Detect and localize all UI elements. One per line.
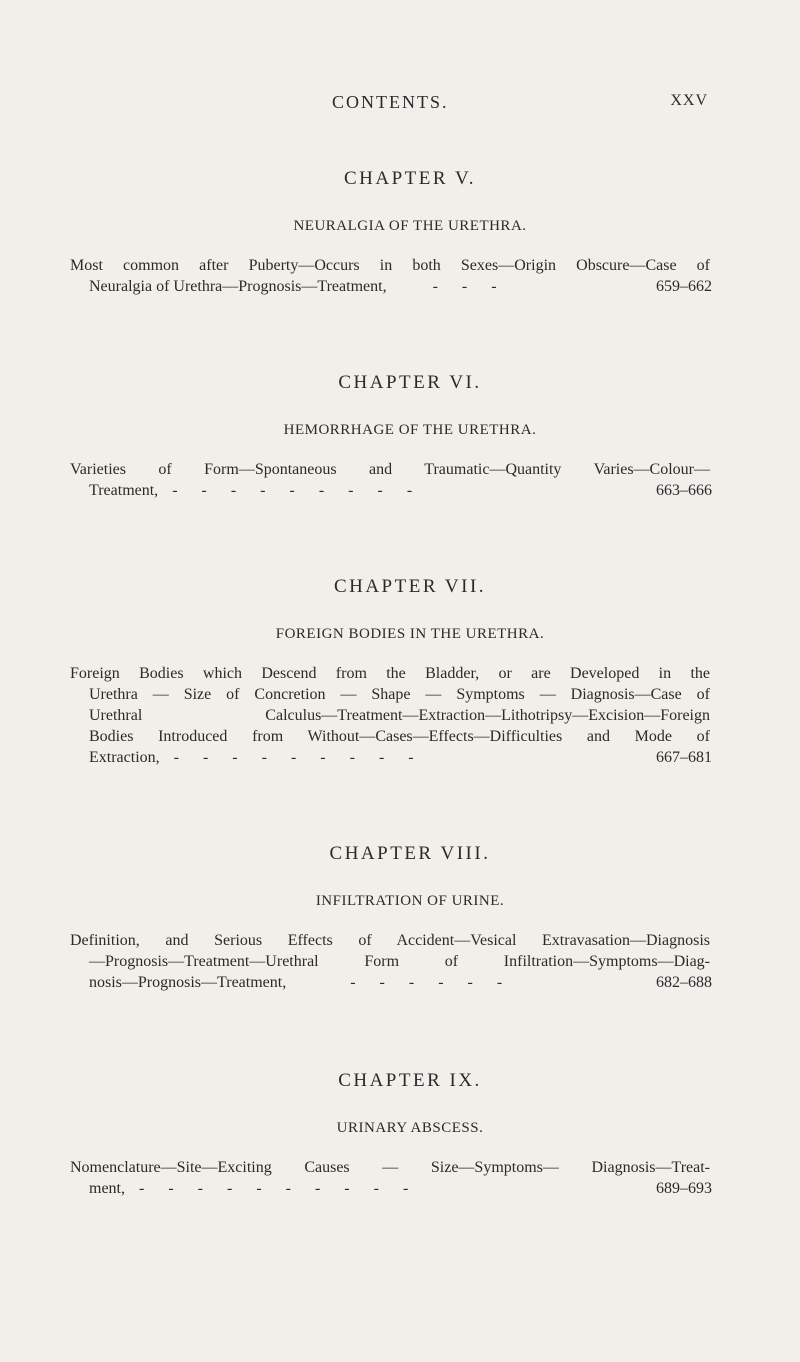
page-range: 689–693 [656,1180,712,1197]
summary-line: Foreign Bodies which Descend from the Bladder, or are Developed in the [70,665,710,682]
summary-last-line [70,1178,710,1199]
chapter-heading: CHAPTER VI. [338,372,482,393]
page-range: 667–681 [656,749,712,766]
summary-line: Varieties of Form—Spontaneous and Traumatic—Quantity Varies—Colour— [70,461,710,478]
chapter-heading: CHAPTER IX. [338,1070,482,1091]
summary-last-line [70,480,710,501]
chapter-section [0,576,800,768]
page-range: 682–688 [656,974,712,991]
chapter-summary [70,255,710,297]
chapter-title: HEMORRHAGE OF THE URETHRA. [283,422,537,438]
summary-line: Bodies Introduced from Without—Cases—Effects—Difficulties and Mode of [89,728,710,745]
summary-line: Definition, and Serious Effects of Accident—Vesical Extravasation—Diagnosis [70,932,710,949]
summary-line: Most common after Puberty—Occurs in both Sexes—Origin Obscure—Case of [70,257,710,274]
summary-line: Urethral Calculus—Treatment—Extraction—Lithotripsy—Excision—Foreign [89,707,710,724]
summary-line-text: Extraction, [89,749,160,766]
summary-last-line [70,972,710,993]
dot-leaders: - - - - - - - - - - [139,1180,409,1197]
chapter-heading: CHAPTER VIII. [329,843,491,864]
dot-leaders: - - - - - - - - - [172,482,413,499]
chapter-heading: CHAPTER V. [344,168,476,189]
summary-last-line [70,276,710,297]
chapter-summary [70,930,710,993]
page-range: 663–666 [656,482,712,499]
page-range: 659–662 [656,278,712,295]
dot-leaders: - - - - - - - - - [173,749,414,766]
dot-leaders: - - - [432,278,497,295]
chapter-summary [70,663,710,768]
summary-line-text: ment, [89,1180,125,1197]
summary-line: Nomenclature—Site—Exciting Causes — Size—Symptoms— Diagnosis—Treat- [70,1159,710,1176]
running-head-title: CONTENTS. [332,92,449,112]
running-head [0,92,800,116]
chapter-section [0,372,800,501]
chapter-summary [70,459,710,501]
chapter-summary [70,1157,710,1199]
page-number: XXV [670,92,708,109]
summary-line: Urethra — Size of Concretion — Shape — Symptoms — Diagnosis—Case of [89,686,710,703]
summary-line-text: Neuralgia of Urethra—Prognosis—Treatment, [89,278,387,295]
summary-last-line [70,747,710,768]
chapter-title: FOREIGN BODIES IN THE URETHRA. [275,626,545,642]
summary-line-text: Treatment, [89,482,159,499]
chapter-title: INFILTRATION OF URINE. [315,893,505,909]
chapter-title: URINARY ABSCESS. [336,1120,484,1136]
chapter-title: NEURALGIA OF THE URETHRA. [293,218,527,234]
chapter-section [0,168,800,297]
chapter-section [0,1070,800,1199]
chapter-heading: CHAPTER VII. [333,576,487,597]
dot-leaders: - - - - - - [350,974,503,991]
summary-line: —Prognosis—Treatment—Urethral Form of Infiltration—Symptoms—Diag- [89,953,710,970]
summary-line-text: nosis—Prognosis—Treatment, [89,974,287,991]
chapter-section [0,843,800,993]
